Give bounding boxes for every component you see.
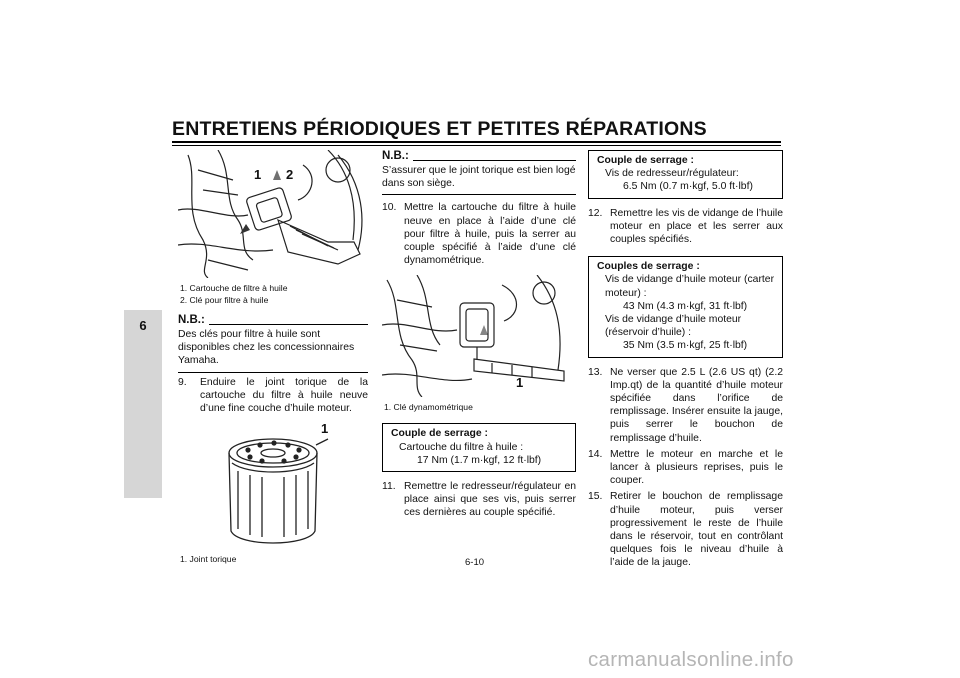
spec-value: 17 Nm (1.7 m·kgf, 12 ft·lbf) <box>417 454 542 466</box>
spec-item: Vis de redresseur/régulateur: <box>605 168 739 180</box>
title-rule <box>172 141 781 143</box>
step-10 <box>382 201 576 267</box>
figure1-caption-2: 2. Clé pour filtre à huile <box>180 295 269 305</box>
step-number: 11. <box>382 481 396 493</box>
step-text: Mettre le moteur en marche et le lancer à plusieurs reprises, puis le couper. <box>610 448 783 487</box>
nb-header <box>382 150 576 163</box>
step-text: Mettre la cartouche du filtre à huile neuve en place à l’aide d’une clé pour filtre à huile, puis la serrer au couple spécifié à l’aide d’une clé dynamométrique. <box>404 202 576 267</box>
chapter-tab <box>124 310 162 498</box>
nb-text: S’assurer que le joint torique est bien logé dans son siège. <box>382 165 576 190</box>
page-number: 6-10 <box>465 557 485 568</box>
step-number: 10. <box>382 202 397 214</box>
page-title: ENTRETIENS PÉRIODIQUES ET PETITES RÉPARATIONS <box>172 118 707 140</box>
step-13 <box>588 366 783 445</box>
step-number: 12. <box>588 207 603 219</box>
figure3-callout-1: 1 <box>516 375 524 390</box>
nb-rule <box>209 324 368 325</box>
figure1-callout-1: 1 <box>254 167 262 182</box>
figure2-caption: 1. Joint torique <box>180 554 237 565</box>
torque-wrench-illustration <box>382 275 572 397</box>
spec-value: 6.5 Nm (0.7 m·kgf, 5.0 ft·lbf) <box>623 181 753 193</box>
step-number: 9. <box>178 376 187 388</box>
spec-item: Cartouche du filtre à huile : <box>399 441 524 453</box>
oil-filter-cartridge-illustration <box>178 431 368 549</box>
column-middle <box>382 150 576 520</box>
step-number: 13. <box>588 366 603 378</box>
nb-text: Des clés pour filtre à huile sont disponibles chez les concessionnaires Yamaha. <box>178 329 355 367</box>
nb-rule <box>413 160 576 161</box>
spec-heading: Couple de serrage : <box>597 155 695 166</box>
step-text: Remettre le redresseur/régulateur en place ainsi que ses vis, puis serrer ces dernières au couple spécifié. <box>404 481 576 519</box>
step-9 <box>178 376 368 416</box>
watermark: carmanualsonline.info <box>588 648 794 671</box>
step-14 <box>588 448 783 488</box>
nb-label: N.B.: <box>178 314 205 326</box>
spec-heading: Couples de serrage : <box>597 261 700 273</box>
figure3-caption: 1. Clé dynamométrique <box>384 402 473 413</box>
step-12 <box>588 207 783 247</box>
step-text: Remettre les vis de vidange de l’huile moteur en place et les serrer aux couples spécifiés. <box>610 207 783 246</box>
torque-spec-box <box>588 256 783 357</box>
spec-heading: Couple de serrage : <box>391 428 489 440</box>
step-15 <box>588 490 783 569</box>
nb-header <box>178 314 368 327</box>
oil-filter-wrench-illustration <box>178 150 368 278</box>
column-right <box>588 150 783 570</box>
step-number: 15. <box>588 491 603 503</box>
torque-spec-box <box>382 423 576 472</box>
step-11 <box>382 480 576 520</box>
figure1-callout-2: 2 <box>286 167 294 182</box>
figure2-callout-1: 1 <box>321 421 329 436</box>
step-number: 14. <box>588 448 603 460</box>
column-left <box>178 150 368 565</box>
spec-item: Vis de vidange d’huile moteur (réservoir d’huile) : <box>605 314 742 339</box>
nb-label: N.B.: <box>382 150 409 162</box>
spec-value: 43 Nm (4.3 m·kgf, 31 ft·lbf) <box>623 300 748 312</box>
torque-spec-box <box>588 150 783 199</box>
spec-item: Vis de vidange d’huile moteur (carter moteur) : <box>605 274 775 299</box>
step-text: Ne verser que 2.5 L (2.6 US qt) (2.2 Imp.qt) de la quantité d’huile moteur spécifiée dans l’orifice de remplissage. Insérer ensuite la jauge, puis serrer le bouchon de remplissage d’huile. <box>610 366 783 444</box>
step-text: Enduire le joint torique de la cartouche du filtre à huile neuve d’une fine couche d’huile moteur. <box>200 376 368 415</box>
nb-end-rule <box>382 194 576 195</box>
title-rule-thin <box>172 145 781 146</box>
nb-end-rule <box>178 372 368 373</box>
chapter-number: 6 <box>139 318 147 333</box>
spec-value: 35 Nm (3.5 m·kgf, 25 ft·lbf) <box>623 340 748 352</box>
figure1-caption-1: 1. Cartouche de filtre à huile <box>180 283 288 293</box>
step-text: Retirer le bouchon de remplissage d’huile moteur, puis verser progressivement le reste de l’huile dans le réservoir, tout en contrôlant quelques fois le niveau d’huile à l’aide de la jauge. <box>610 491 783 569</box>
